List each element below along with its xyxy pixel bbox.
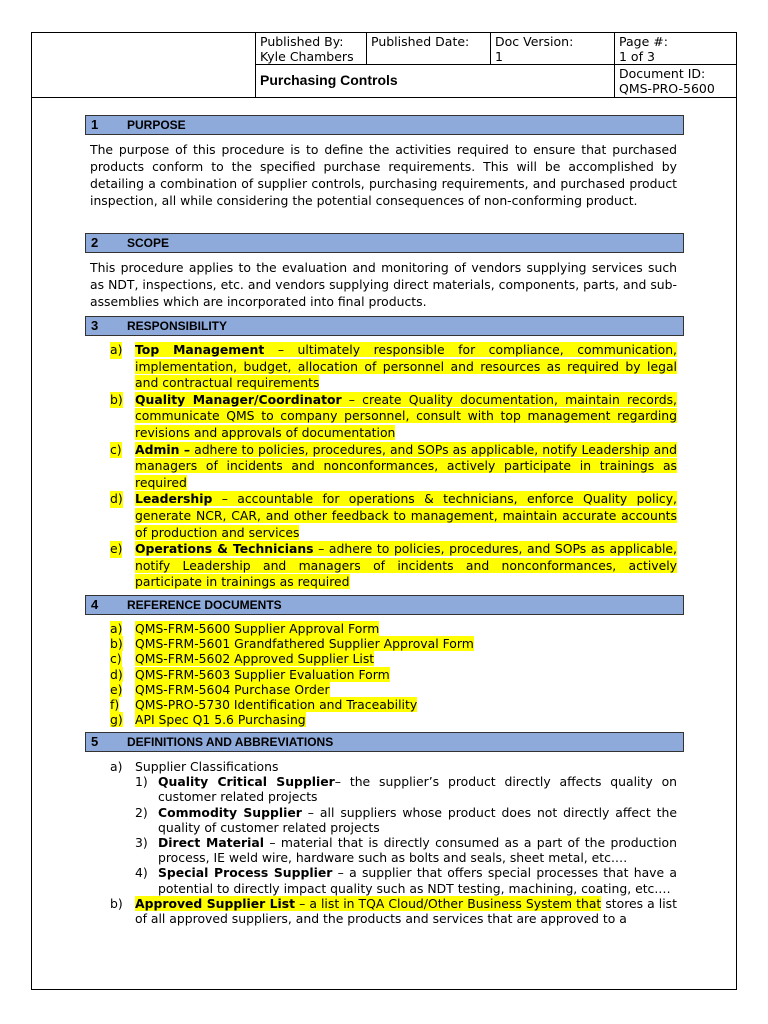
section-title: REFERENCE DOCUMENTS: [127, 598, 282, 612]
purpose-paragraph: The purpose of this procedure is to define the activities required to ensure that purchased products conform to the specified purchase requirements. This will be accomplished by detailing a combination of supplier controls, purchasing requirements, and purchased product inspection, all while considering the potential consequences of non-conforming product.: [90, 142, 677, 208]
role-term: Quality Manager/Coordinator: [135, 391, 342, 407]
section-heading-responsibility: [85, 316, 684, 336]
page-number-value: 1 of 3: [619, 49, 655, 64]
definition-term: Approved Supplier List: [135, 895, 296, 911]
list-item: [110, 621, 677, 636]
responsibility-list: [110, 342, 677, 591]
doc-version-value: 1: [495, 49, 503, 64]
list-marker: c): [110, 441, 122, 457]
section-number: 3: [91, 318, 99, 333]
role-term: Admin –: [135, 441, 191, 457]
list-item: [110, 442, 677, 492]
list-item: [110, 759, 677, 774]
section-number: 1: [91, 117, 99, 132]
published-date-cell: [366, 33, 490, 65]
reference-document: API Spec Q1 5.6 Purchasing: [135, 712, 306, 728]
role-term: Operations & Technicians: [135, 541, 314, 557]
section-title: PURPOSE: [127, 118, 186, 132]
sub-list-marker: 2): [135, 804, 148, 820]
sub-list-marker: 3): [135, 835, 148, 851]
definitions-list: [110, 759, 677, 926]
definition-description: – material that is directly consumed as a part of the production process, IE weld wire, hardware such as bolts and seals, sheet metal, etc.…: [158, 835, 677, 866]
list-marker: a): [110, 759, 123, 774]
definition-term: Special Process Supplier: [158, 865, 333, 881]
role-description: – adhere to policies, procedures, and SOPs as applicable, notify Leadership and managers of incidents and nonconformances, actively participate in trainings as required: [135, 541, 677, 590]
list-marker: f): [110, 697, 120, 713]
list-marker: a): [110, 621, 123, 636]
list-item: [110, 667, 677, 682]
list-marker: e): [110, 541, 123, 557]
page-number-label: Page #:: [619, 34, 668, 49]
sub-list-item: [110, 774, 677, 804]
definition-description: – all suppliers whose product does not directly affect the quality of customer related projects: [158, 804, 677, 835]
reference-list: [110, 621, 677, 727]
list-marker: e): [110, 681, 123, 697]
document-header: [32, 33, 736, 98]
definition-description: – a supplier that offers special processes that have a potential to directly impact quality such as NDT testing, machining, coating, etc.…: [158, 865, 677, 896]
doc-version-label: Doc Version:: [495, 34, 574, 49]
reference-document: QMS-FRM-5601 Grandfathered Supplier Approval Form: [135, 636, 474, 652]
definition-description-highlight: – a list in TQA Cloud/Other Business System that: [295, 895, 602, 911]
section-heading-scope: [85, 233, 684, 253]
role-description: – create Quality documentation, maintain records, communicate QMS to company personnel, consult with top management regarding revisions and approvals of documentation: [135, 391, 677, 440]
definition-term: Direct Material: [158, 835, 264, 851]
doc-version-cell: [490, 33, 614, 65]
section-number: 5: [91, 734, 99, 749]
section-heading-reference-documents: [85, 595, 684, 615]
list-marker: b): [110, 636, 123, 652]
section-title: RESPONSIBILITY: [127, 319, 228, 333]
sub-list-marker: 1): [135, 774, 148, 790]
list-item: [110, 651, 677, 666]
list-item: [110, 342, 677, 392]
section-heading-purpose: [85, 115, 684, 135]
section-title: SCOPE: [127, 236, 170, 250]
list-marker: d): [110, 491, 123, 507]
definition-description: stores a list of all approved suppliers, and the products and services that are approved to a: [135, 895, 677, 927]
published-by-value: Kyle Chambers: [260, 49, 354, 64]
list-item: [110, 392, 677, 442]
role-description: – accountable for operations & technicians, enforce Quality policy, generate NCR, CAR, and other feedback to management, maintain accurate accounts of production and services: [135, 491, 677, 540]
section-title: DEFINITIONS AND ABBREVIATIONS: [127, 735, 334, 749]
published-by-label: Published By:: [260, 34, 344, 49]
section-number: 4: [91, 597, 99, 612]
sub-list-item: [110, 805, 677, 835]
section-heading-definitions: [85, 732, 684, 752]
section-number: 2: [91, 235, 99, 250]
scope-paragraph: This procedure applies to the evaluation and monitoring of vendors supplying services such as NDT, inspections, etc. and vendors supplying direct materials, components, parts, and sub-assemblies which are incorporated into final products.: [90, 260, 677, 309]
document-id-cell: [614, 65, 736, 97]
list-marker: b): [110, 391, 123, 407]
sub-list-item: [110, 835, 677, 865]
list-marker: c): [110, 651, 122, 667]
document-title: Purchasing Controls: [255, 65, 614, 97]
list-marker: g): [110, 712, 123, 728]
list-marker: a): [110, 342, 123, 357]
reference-document: QMS-PRO-5730 Identification and Traceability: [135, 697, 418, 713]
definition-term: Commodity Supplier: [158, 804, 302, 820]
sub-list-marker: 4): [135, 865, 148, 881]
list-item: [110, 541, 677, 591]
list-item: [110, 896, 677, 926]
published-date-label: Published Date:: [371, 34, 470, 49]
list-item: [110, 682, 677, 697]
page-number-cell: [614, 33, 736, 65]
role-term: Top Management: [135, 342, 265, 357]
document-id-value: QMS-PRO-5600: [619, 81, 715, 96]
list-marker: b): [110, 895, 123, 911]
role-description: – ultimately responsible for compliance, communication, implementation, budget, allocation of personnel and resources as required by legal and contractual requirements: [135, 342, 677, 391]
definition-description: – the supplier’s product directly affects quality on customer related projects: [158, 774, 677, 805]
reference-document: QMS-FRM-5600 Supplier Approval Form: [135, 621, 380, 636]
reference-document: QMS-FRM-5604 Purchase Order: [135, 681, 330, 697]
list-item: [110, 491, 677, 541]
definition-heading: Supplier Classifications: [135, 759, 279, 774]
list-item: [110, 636, 677, 651]
role-term: Leadership: [135, 491, 213, 507]
published-by-cell: [255, 33, 366, 65]
list-item: [110, 697, 677, 712]
sub-list-item: [110, 865, 677, 895]
list-marker: d): [110, 666, 123, 682]
definition-term: Quality Critical Supplier: [158, 774, 335, 790]
reference-document: QMS-FRM-5602 Approved Supplier List: [135, 651, 375, 667]
reference-document: QMS-FRM-5603 Supplier Evaluation Form: [135, 666, 390, 682]
list-item: [110, 712, 677, 727]
document-id-label: Document ID:: [619, 66, 706, 81]
role-description: adhere to policies, procedures, and SOPs as applicable, notify Leadership and managers of incidents and nonconformances, actively participate in trainings as required: [135, 441, 677, 490]
